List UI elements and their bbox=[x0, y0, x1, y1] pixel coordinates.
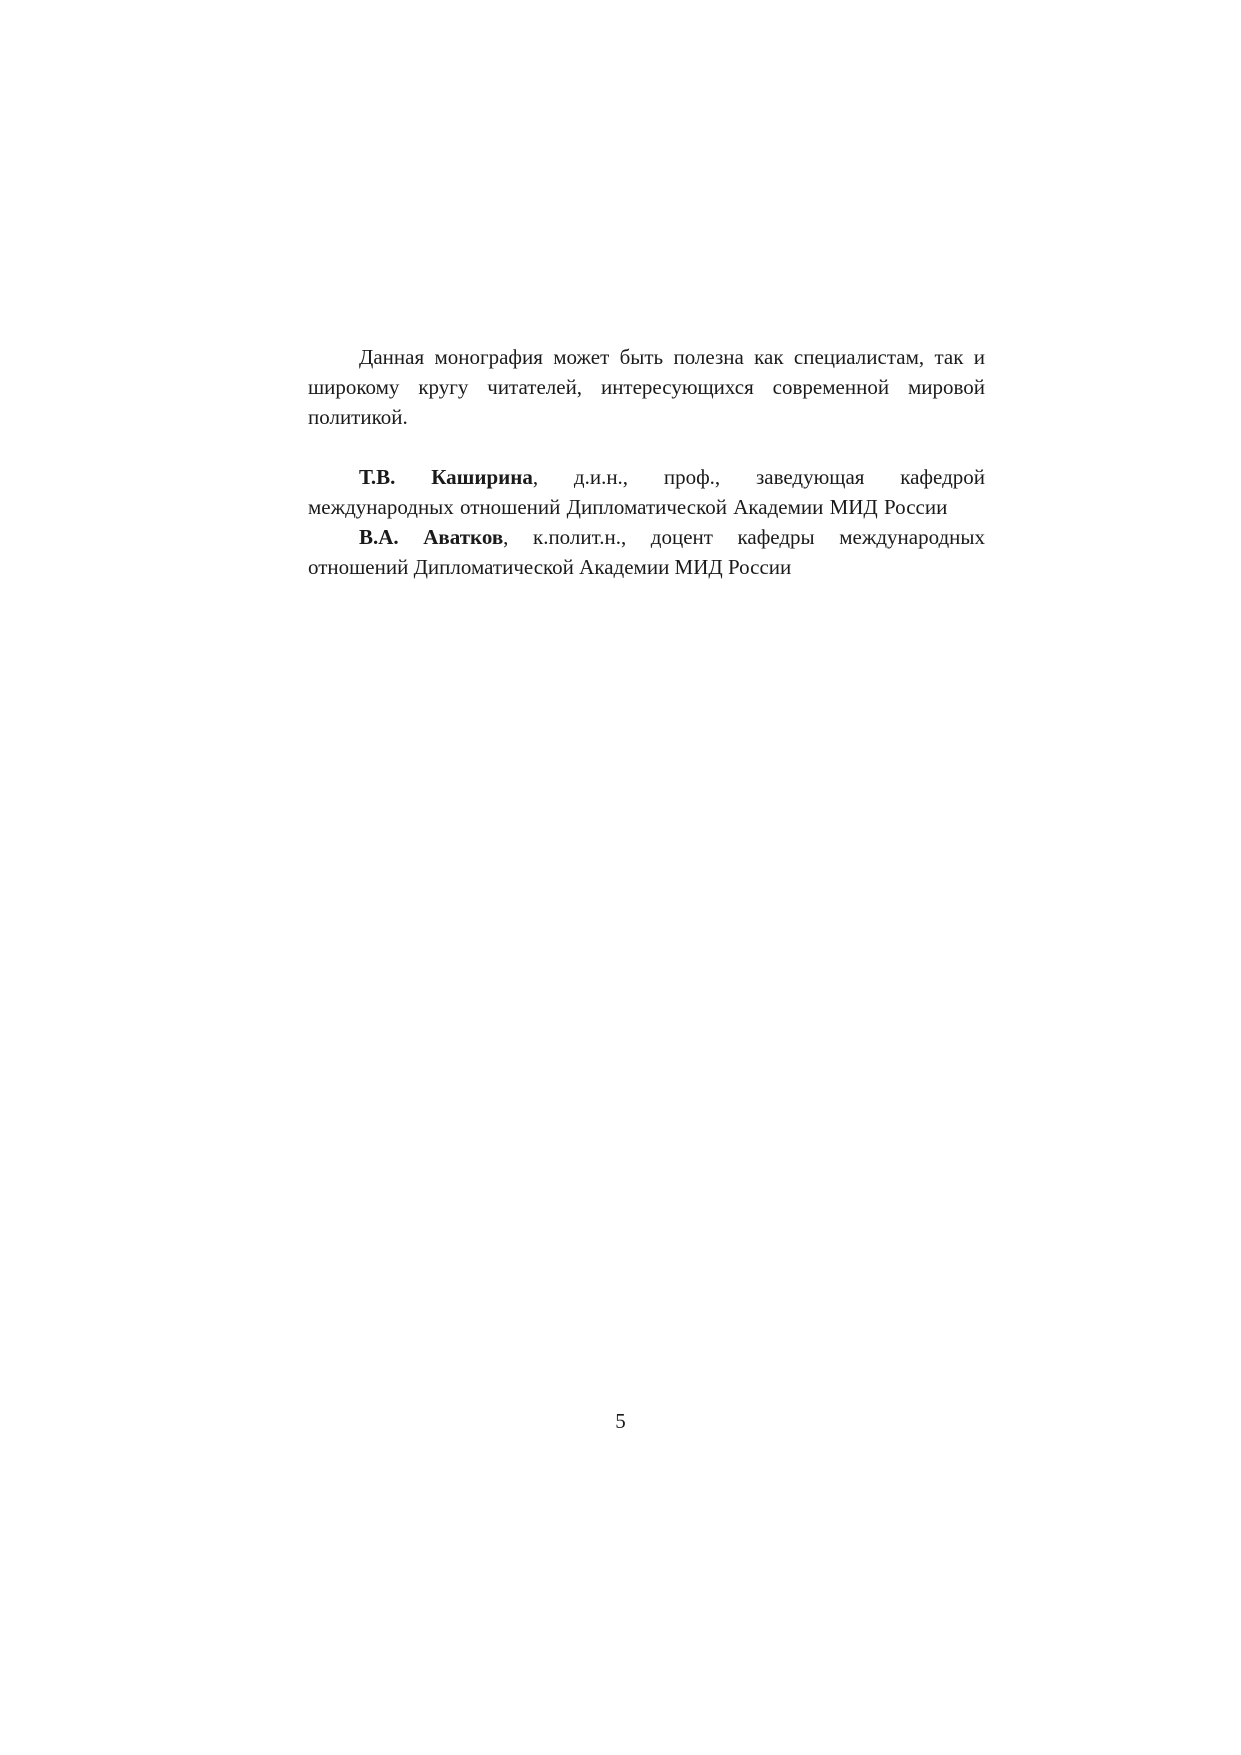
intro-paragraph: Данная монография может быть полезна как специалистам, так и широкому кругу читателей, интересующихся современной мировой политикой. bbox=[308, 345, 985, 429]
reviewer-details: , к.полит.н., доцент кафедры международных отношений Дипломатической Академии МИД России bbox=[308, 525, 986, 579]
reviewer-details: , д.и.н., проф., заведующая кафедрой международных отношений Дипломатической Академии МИД России bbox=[308, 465, 985, 519]
intro-block bbox=[308, 342, 985, 432]
reviewer-name: Т.В. Каширина bbox=[359, 465, 533, 489]
reviewers-block bbox=[308, 462, 985, 582]
reviewer-entry bbox=[308, 522, 985, 582]
reviewer-entry bbox=[308, 462, 985, 522]
reviewer-name: В.А. Аватков bbox=[359, 525, 504, 549]
page-number: 5 bbox=[615, 1409, 626, 1433]
